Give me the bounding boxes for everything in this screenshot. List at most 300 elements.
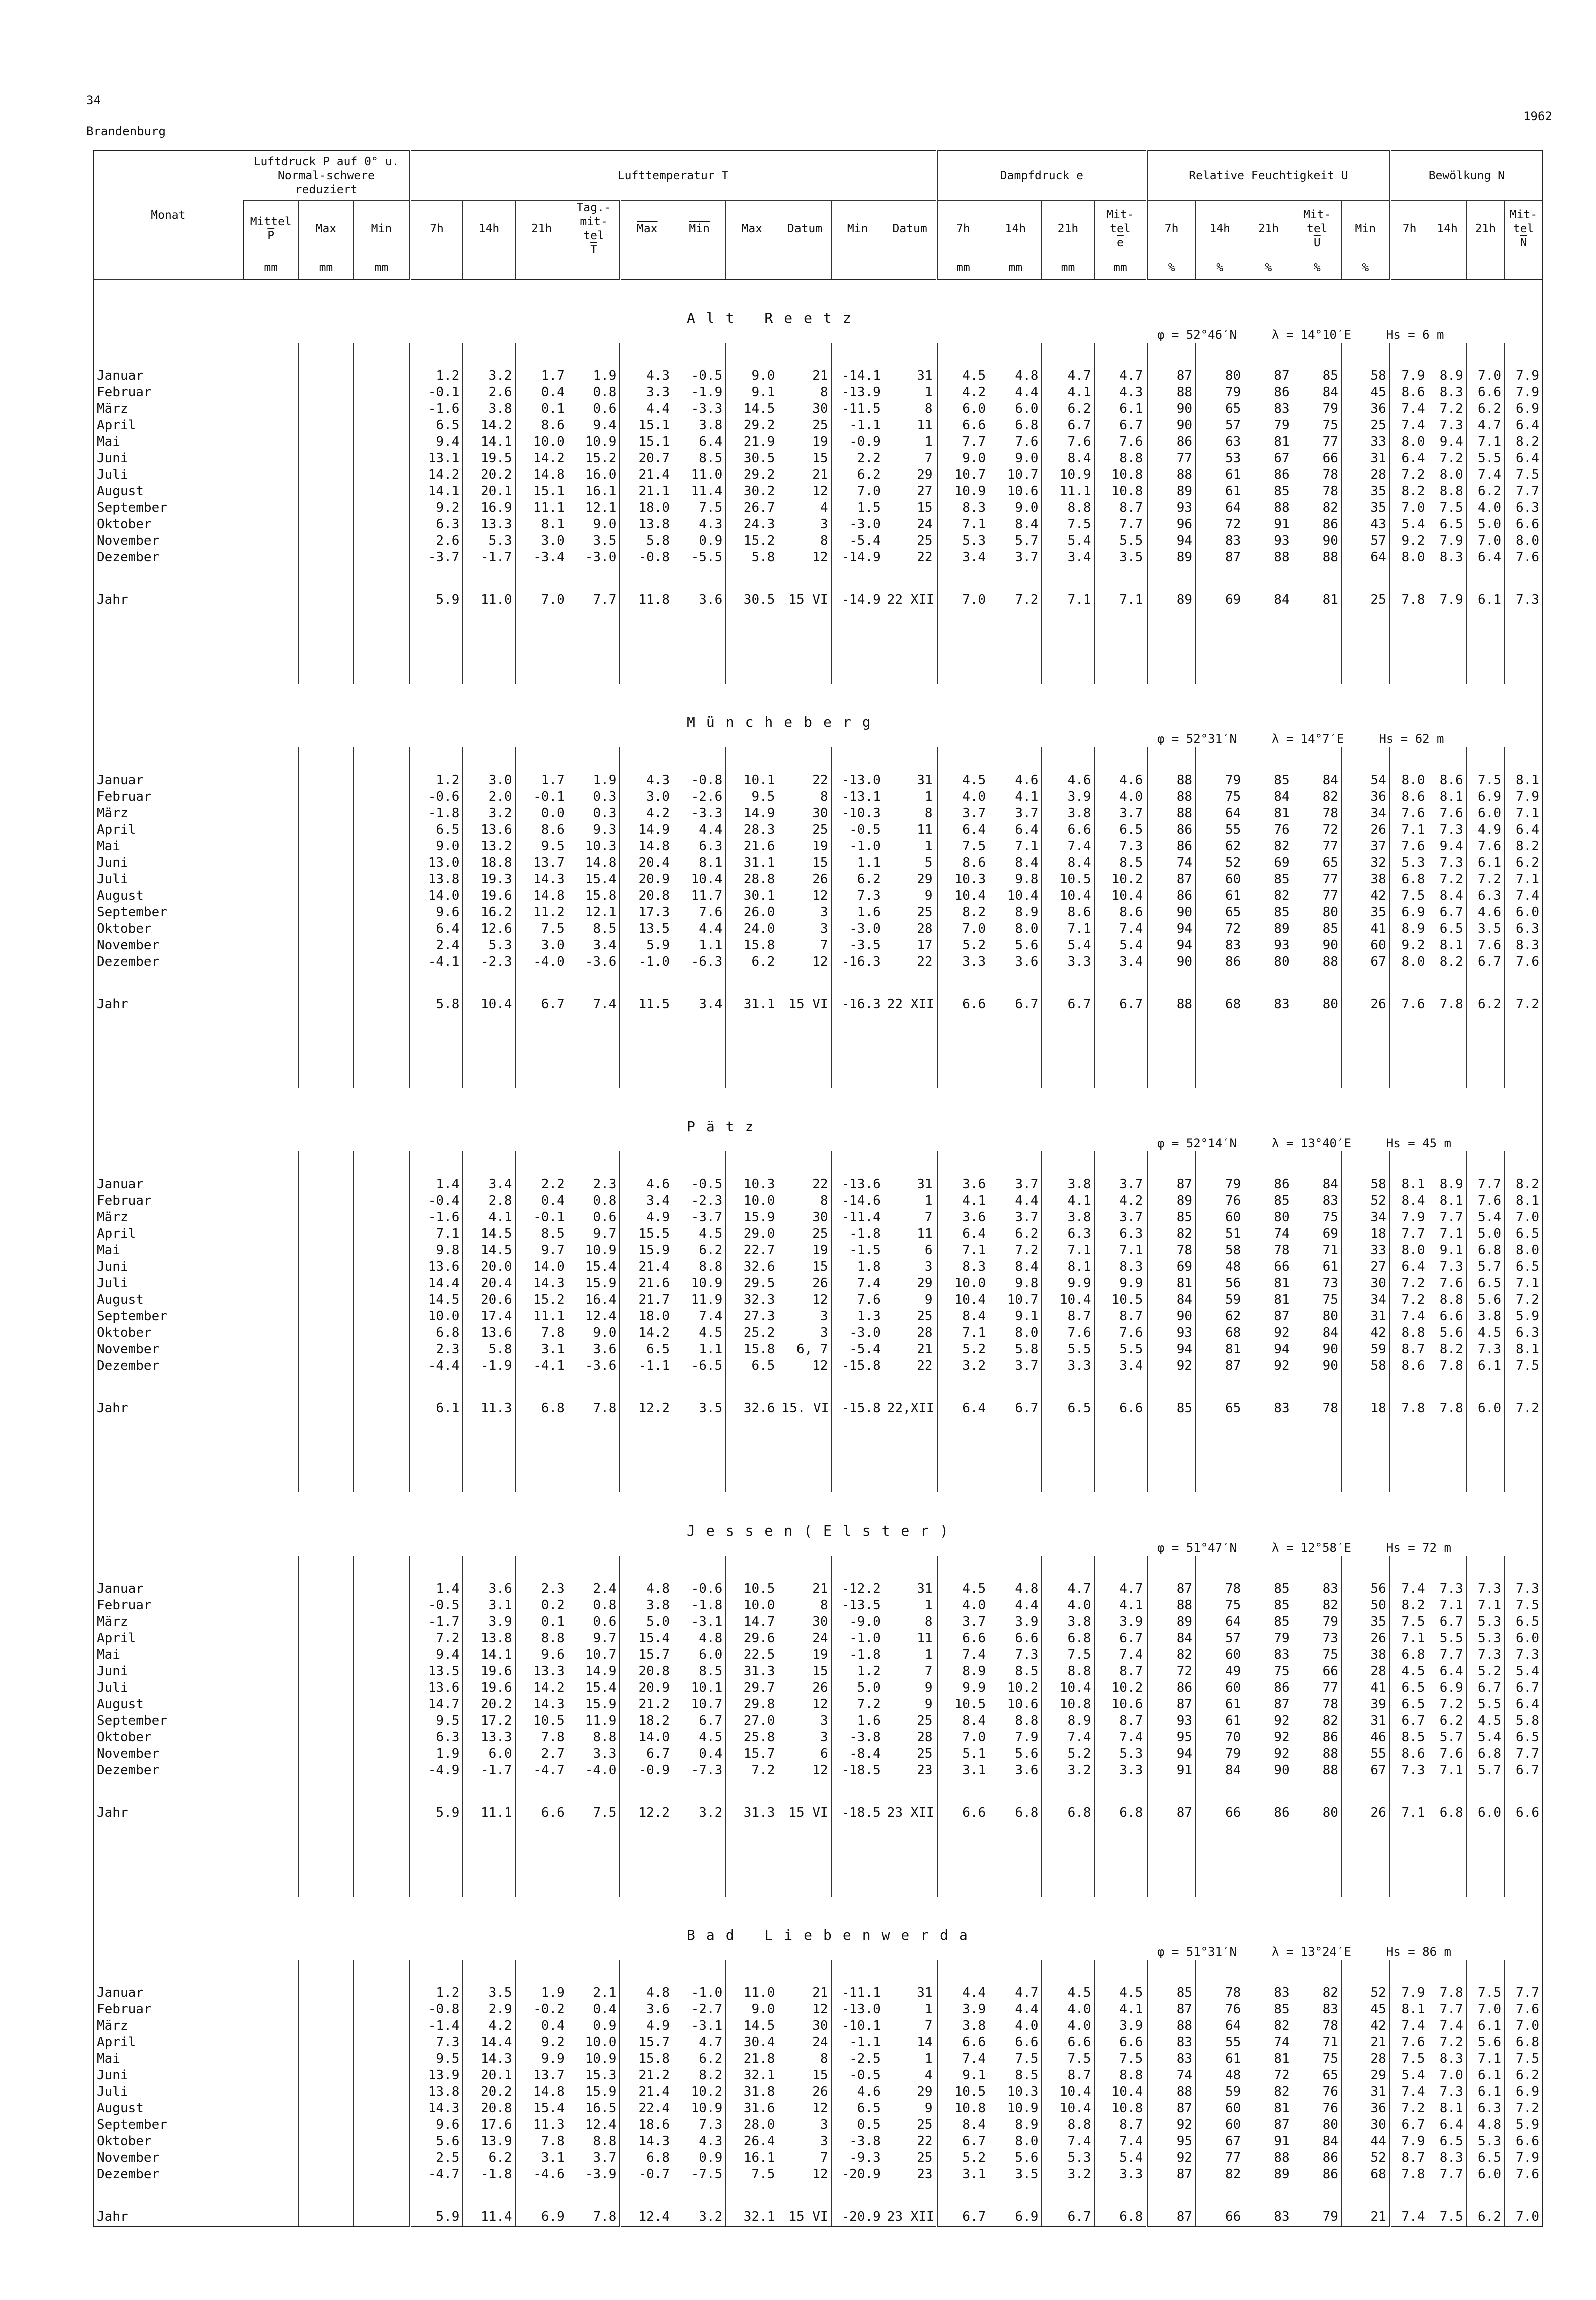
pressure-cell [298,1325,353,1341]
data-cell: 4.5 [937,368,989,384]
unit-mm: mm [298,257,353,279]
data-cell: 15.4 [515,2100,568,2117]
month-label: Dezember [93,954,243,970]
pressure-cell [298,1762,353,1779]
station-lambda: λ = 14°7′E [1271,732,1344,746]
u-21h-header: 21h [1244,201,1293,257]
data-cell: 6.1 [1466,2084,1504,2100]
data-cell: 14.7 [726,1614,778,1630]
t-max-date-header: Datum [778,201,831,257]
data-cell: 79 [1196,772,1244,789]
data-cell: 8.7 [1094,1713,1147,1729]
data-cell: 3.4 [1094,1358,1147,1374]
data-cell: 4.2 [1094,1193,1147,1209]
data-cell: 4.0 [989,2018,1042,2034]
data-cell: 4.1 [1094,2001,1147,2018]
data-cell: 3.1 [937,1762,989,1779]
data-cell: -1.5 [831,1242,884,1259]
data-cell: 2.3 [515,1581,568,1597]
data-cell: 57 [1196,1630,1244,1647]
data-cell: 52 [1341,2150,1390,2166]
data-cell: 59 [1196,1292,1244,1308]
table-row [93,805,1543,822]
data-cell: 6.2 [673,2051,726,2067]
data-cell: 5.2 [937,937,989,954]
data-cell: 68 [1196,1325,1244,1341]
pressure-cell [243,1399,298,1417]
data-cell: 6.7 [673,1713,726,1729]
data-cell: 10.0 [726,1193,778,1209]
data-cell: 4.9 [620,1209,673,1226]
data-cell: 3.6 [937,1176,989,1193]
data-cell: 76 [1293,2100,1341,2117]
data-cell: 7.2 [1428,1696,1466,1713]
data-cell: 7.9 [1428,533,1466,549]
data-cell: 77 [1196,2150,1244,2166]
data-cell: -0.2 [515,2001,568,2018]
table-row [93,954,1543,970]
data-cell: 10.7 [937,467,989,483]
data-cell: 88 [1147,789,1195,805]
data-cell: 31.3 [726,1663,778,1680]
data-cell: 3.2 [1042,1762,1094,1779]
table-row [93,549,1543,566]
data-cell: 9.9 [937,1680,989,1696]
pressure-cell [243,954,298,970]
data-cell: 8.2 [1504,1176,1543,1193]
data-cell: -13.1 [831,789,884,805]
pressure-cell [243,2133,298,2150]
data-cell: 3.7 [989,1358,1042,1374]
data-cell: 82 [1147,1226,1195,1242]
unit-mm: mm [354,257,410,279]
data-cell: 30 [778,805,831,822]
data-cell: 12.4 [568,1308,620,1325]
data-cell: 10.5 [515,1713,568,1729]
data-cell: 48 [1196,2067,1244,2084]
data-cell: 7.9 [1390,2133,1428,2150]
data-cell: 14.8 [568,855,620,871]
month-label: Mai [93,2051,243,2067]
data-cell: 9.0 [989,500,1042,516]
data-cell: 31 [1341,450,1390,467]
data-cell: 7.4 [1390,2084,1428,2100]
data-cell: 10.8 [1042,1696,1094,1713]
data-cell: 4.1 [463,1209,515,1226]
data-cell: 30.4 [726,2034,778,2051]
data-cell: 96 [1147,516,1195,533]
month-label: Januar [93,1581,243,1597]
data-cell: 4.1 [1094,1597,1147,1614]
data-cell: 8.8 [1042,1663,1094,1680]
year-cell: 6.7 [1042,995,1094,1013]
data-cell: -13.0 [831,2001,884,2018]
data-cell: 19.6 [463,1663,515,1680]
data-cell: 94 [1147,921,1195,937]
pressure-cell [243,467,298,483]
month-label: Mai [93,434,243,450]
data-cell: 6.2 [726,954,778,970]
data-cell: 87 [1147,871,1195,888]
data-cell: 45 [1341,384,1390,401]
data-cell: 7.6 [673,904,726,921]
year-cell: 81 [1293,591,1341,609]
data-cell: 6.4 [989,822,1042,838]
month-label: Juni [93,1259,243,1275]
data-cell: 12 [778,2100,831,2117]
pressure-cell [243,2208,298,2226]
data-cell: 78 [1244,1242,1293,1259]
data-cell: 9.3 [568,822,620,838]
pressure-cell [354,549,410,566]
data-cell: 15.8 [620,2051,673,2067]
pressure-cell [243,1325,298,1341]
data-cell: 81 [1244,434,1293,450]
data-cell: 50 [1341,1597,1390,1614]
data-cell: 7.5 [1466,772,1504,789]
data-cell: 92 [1244,1746,1293,1762]
data-cell: 15.5 [620,1226,673,1242]
data-cell: 20.8 [463,2100,515,2117]
table-row [93,2084,1543,2100]
data-cell: 25 [778,417,831,434]
data-cell: 15.9 [620,1242,673,1259]
data-cell: 14 [884,2034,936,2051]
data-cell: 8.3 [937,500,989,516]
year-cell: 6.2 [1466,995,1504,1013]
data-cell: 74 [1244,1226,1293,1242]
data-cell: 5.5 [1094,1341,1147,1358]
data-cell: -4.7 [515,1762,568,1779]
data-cell: 7.6 [1390,2034,1428,2051]
data-cell: -1.7 [463,549,515,566]
month-label: September [93,904,243,921]
pressure-cell [354,533,410,549]
data-cell: 6.7 [1428,904,1466,921]
data-cell: 14.2 [410,467,463,483]
data-cell: 26.4 [726,2133,778,2150]
data-cell: 85 [1244,772,1293,789]
data-cell: 77 [1293,888,1341,904]
data-cell: -3.0 [568,549,620,566]
data-cell: 4.3 [620,368,673,384]
data-cell: 8.5 [568,921,620,937]
data-cell: 4.2 [463,2018,515,2034]
data-cell: 8.3 [1428,2051,1466,2067]
data-cell: 83 [1196,533,1244,549]
data-cell: 4.8 [989,1581,1042,1597]
pressure-cell [243,855,298,871]
climate-table [93,150,1543,2227]
station-hs: Hs = 62 m [1379,732,1444,746]
data-cell: 10.3 [726,1176,778,1193]
pressure-cell [243,1746,298,1762]
data-cell: 3.1 [515,2150,568,2166]
year-cell: 7.1 [1094,591,1147,609]
data-cell: 6.5 [1428,2133,1466,2150]
pressure-cell [298,2051,353,2067]
data-cell: 7.3 [1428,1581,1466,1597]
data-cell: -1.1 [831,417,884,434]
data-cell: 7.6 [1390,838,1428,855]
data-cell: 8.9 [989,904,1042,921]
data-cell: 19.3 [463,871,515,888]
data-cell: 6.4 [1504,1696,1543,1713]
data-cell: 20.2 [463,467,515,483]
data-cell: 68 [1341,2166,1390,2183]
month-label: Januar [93,368,243,384]
data-cell: 86 [1244,1176,1293,1193]
table-row [93,1597,1543,1614]
data-cell: 35 [1341,904,1390,921]
data-cell: 43 [1341,516,1390,533]
table-row [93,533,1543,549]
data-cell: 76 [1196,2001,1244,2018]
data-cell: 0.8 [568,1597,620,1614]
data-cell: 4.5 [1466,1713,1504,1729]
pressure-cell [354,2133,410,2150]
data-cell: -4.6 [515,2166,568,2183]
data-cell: 15.3 [568,2067,620,2084]
data-cell: 3.2 [937,1358,989,1374]
data-cell: 7.3 [1428,2084,1466,2100]
data-cell: 8.6 [1042,904,1094,921]
data-cell: 22 [778,1176,831,1193]
table-row [93,2166,1543,2183]
data-cell: 86 [1147,1680,1195,1696]
data-cell: 7.2 [1390,2100,1428,2117]
pressure-cell [354,855,410,871]
data-cell: 22 [884,549,936,566]
data-cell: 4.6 [989,772,1042,789]
pressure-cell [298,1804,353,1822]
data-cell: 5.8 [989,1341,1042,1358]
pressure-cell [298,549,353,566]
data-cell: 93 [1147,1325,1195,1341]
t-min-header: Min [831,201,884,257]
data-cell: 82 [1244,888,1293,904]
data-cell: 26 [1341,1630,1390,1647]
data-cell: 4.0 [937,789,989,805]
data-cell: 5.4 [1504,1663,1543,1680]
data-cell: 6.7 [620,1746,673,1762]
pressure-cell [298,2133,353,2150]
data-cell: 7.2 [1504,1292,1543,1308]
data-cell: 45 [1341,2001,1390,2018]
data-cell: 0.1 [515,1614,568,1630]
data-cell: 0.9 [568,2018,620,2034]
data-cell: 4.8 [620,1985,673,2001]
month-label: April [93,417,243,434]
pressure-cell [243,533,298,549]
data-cell: 0.9 [673,2150,726,2166]
data-cell: 8.0 [1428,467,1466,483]
data-cell: 29.2 [726,417,778,434]
data-cell: 6.3 [1466,888,1504,904]
year-cell: 6.7 [937,2208,989,2226]
data-cell: 29 [884,871,936,888]
data-cell: 24 [778,1630,831,1647]
data-cell: 7.0 [1390,500,1428,516]
data-cell: 7.5 [1042,1647,1094,1663]
data-cell: 29 [1341,2067,1390,2084]
data-cell: 12 [778,1292,831,1308]
data-cell: 8.0 [1504,1242,1543,1259]
pressure-cell [298,2150,353,2166]
pressure-cell [298,2208,353,2226]
data-cell: 9.0 [726,368,778,384]
data-cell: 5.4 [1466,1729,1504,1746]
pressure-header: Luftdruck P auf 0° u. Normal-schwere reduziert [243,151,410,201]
data-cell: -4.4 [410,1358,463,1374]
data-cell: 7.1 [1504,805,1543,822]
year-cell: 7.9 [1428,591,1466,609]
data-cell: 5.2 [1466,1663,1504,1680]
data-cell: 51 [1196,1226,1244,1242]
year-cell: 10.4 [463,995,515,1013]
t-21h-header: 21h [515,201,568,257]
data-cell: 8.6 [1094,904,1147,921]
data-cell: 60 [1196,1209,1244,1226]
data-cell: 8.2 [673,2067,726,2084]
data-cell: 8 [884,401,936,417]
data-cell: 14.8 [515,888,568,904]
pressure-cell [354,2067,410,2084]
pressure-cell [243,483,298,500]
data-cell: 4.0 [1042,2018,1094,2034]
data-cell: 60 [1196,2100,1244,2117]
data-cell: 3 [778,1308,831,1325]
data-cell: 55 [1341,1746,1390,1762]
pressure-cell [243,450,298,467]
data-cell: 7.5 [1042,516,1094,533]
data-cell: 7.7 [1504,483,1543,500]
data-cell: 15.8 [726,937,778,954]
year-cell: 87 [1147,1804,1195,1822]
data-cell: 5.3 [1466,1614,1504,1630]
data-cell: 30.5 [726,450,778,467]
data-cell: 10.7 [989,1292,1042,1308]
data-cell: 5.0 [1466,1226,1504,1242]
year-cell: 15 VI [778,591,831,609]
data-cell: 10.9 [673,2100,726,2117]
data-cell: 6.2 [831,871,884,888]
data-cell: 0.3 [568,805,620,822]
pressure-cell [298,937,353,954]
year-cell: 85 [1147,1399,1195,1417]
pressure-cell [354,888,410,904]
data-cell: 88 [1147,384,1195,401]
data-cell: 3.6 [620,2001,673,2018]
data-cell: 4.5 [937,1581,989,1597]
data-cell: 3.0 [515,533,568,549]
data-cell: 7.2 [410,1630,463,1647]
pressure-cell [298,2166,353,2183]
data-cell: 8.1 [515,516,568,533]
pressure-cell [243,888,298,904]
data-cell: 8.8 [568,1729,620,1746]
year-cell: 30.5 [726,591,778,609]
pressure-cell [243,1242,298,1259]
data-cell: 14.8 [620,838,673,855]
data-cell: 13.3 [463,1729,515,1746]
data-cell: 13.5 [410,1663,463,1680]
data-cell: 2.3 [410,1341,463,1358]
data-cell: 15.1 [515,483,568,500]
data-cell: 0.1 [515,401,568,417]
data-cell: 8 [884,805,936,822]
data-cell: 1 [884,2051,936,2067]
data-cell: -0.5 [831,822,884,838]
data-cell: 8.3 [1504,937,1543,954]
data-cell: 90 [1293,1341,1341,1358]
data-cell: 25 [884,2150,936,2166]
data-cell: 86 [1293,516,1341,533]
data-cell: 2.4 [410,937,463,954]
data-cell: 7.8 [1428,1358,1466,1374]
data-cell: 66 [1244,1259,1293,1275]
month-label: August [93,2100,243,2117]
data-cell: 86 [1244,467,1293,483]
data-cell: 3.8 [620,1597,673,1614]
data-cell: 30.2 [726,483,778,500]
data-cell: 14.5 [463,1226,515,1242]
station-phi: φ = 52°31′N [1157,732,1237,746]
data-cell: 14.4 [463,2034,515,2051]
data-cell: 21 [778,1985,831,2001]
data-cell: 4.3 [1094,384,1147,401]
data-cell: 3.8 [1466,1308,1504,1325]
year-cell: 31.1 [726,995,778,1013]
data-cell: 93 [1244,533,1293,549]
data-cell: 42 [1341,888,1390,904]
data-cell: 1.6 [831,1713,884,1729]
u-7h-header: 7h [1147,201,1195,257]
data-cell: 10.7 [673,1696,726,1713]
table-row [93,1630,1543,1647]
data-cell: 9.1 [989,1308,1042,1325]
pressure-cell [354,1663,410,1680]
data-cell: 75 [1293,1209,1341,1226]
data-cell: 5.6 [989,937,1042,954]
n-21h-header: 21h [1466,201,1504,257]
data-cell: 88 [1147,772,1195,789]
data-cell: 1.9 [568,368,620,384]
unit-mm: mm [937,257,989,279]
table-row [93,2067,1543,2084]
data-cell: 1 [884,434,936,450]
data-cell: 78 [1196,1985,1244,2001]
data-cell: 6.6 [1428,1308,1466,1325]
data-cell: 8.4 [937,1713,989,1729]
data-cell: 86 [1293,2150,1341,2166]
data-cell: 8.5 [1390,1729,1428,1746]
pressure-cell [298,1614,353,1630]
data-cell: 3.4 [1094,954,1147,970]
data-cell: 6.7 [1504,1762,1543,1779]
table-row [93,368,1543,384]
data-cell: 42 [1341,1325,1390,1341]
data-cell: 86 [1244,384,1293,401]
data-cell: -3.8 [831,2133,884,2150]
data-cell: 3 [884,1259,936,1275]
data-cell: 6.5 [1390,1680,1428,1696]
station-lambda: λ = 12°58′E [1271,1541,1351,1555]
data-cell: 7.4 [1042,2133,1094,2150]
data-cell: 10.5 [937,1696,989,1713]
data-cell: 3.4 [937,549,989,566]
year-cell: 7.1 [1042,591,1094,609]
